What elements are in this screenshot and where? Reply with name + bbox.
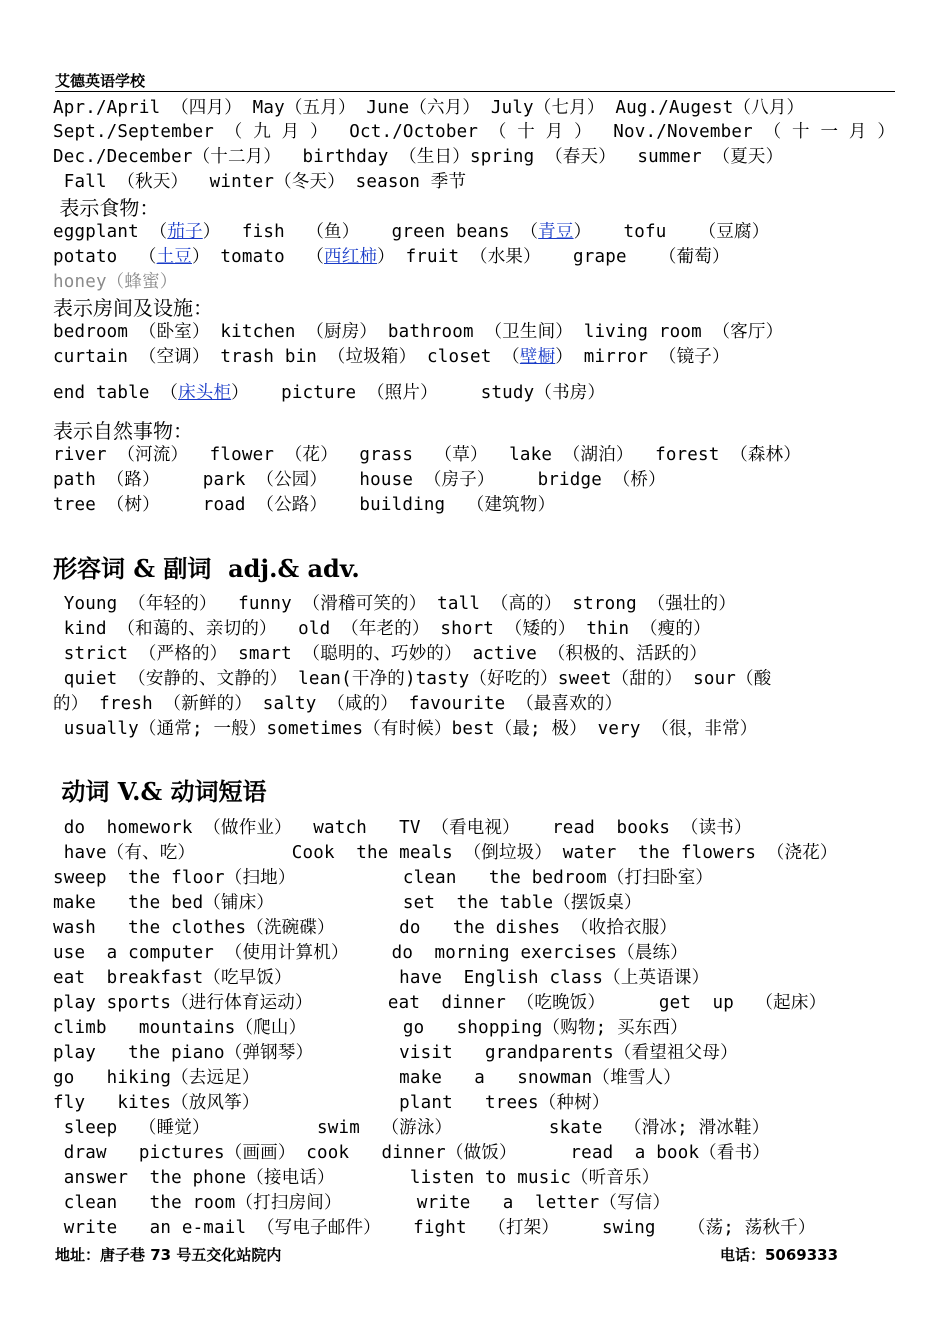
verb-line: climb mountains（爬山） go shopping（购物; 买东西）	[53, 1018, 688, 1038]
verb-line: eat breakfast（吃早饭） have English class（上英语课）	[53, 968, 710, 988]
verb-line: clean the room（打扫房间） write a letter（写信）	[53, 1193, 671, 1213]
months-line-1: Apr./April （四月） May（五月） June（六月） July（七月） Aug./Augest（八月）	[53, 98, 805, 118]
food-text: ） fruit （水果） grape （葡萄）	[377, 247, 730, 267]
months-line-2: Sept./September （ 九 月 ） Oct./October （ 十 月 ） Nov./November （ 十 一 月 ）	[53, 122, 896, 142]
months-line-4: Fall （秋天） winter（冬天） season 季节	[53, 172, 467, 192]
adj-line-1: Young （年轻的） funny （滑稽可笑的） tall （高的） strong （强壮的）	[53, 594, 737, 614]
food-text: ） tomato （	[192, 247, 325, 267]
rooms-text: end table （	[53, 383, 179, 403]
link-eggplant[interactable]: 茄子	[167, 222, 203, 242]
food-line-1	[53, 220, 769, 244]
rooms-text: ） mirror （镜子）	[555, 347, 730, 367]
rooms-text: ） picture （照片） study（书房）	[231, 383, 606, 403]
food-heading: 表示食物：	[53, 196, 160, 220]
food-line-3: honey（蜂蜜）	[53, 272, 178, 292]
link-end-table[interactable]: 床头柜	[178, 383, 232, 403]
adj-line-2: kind （和蔼的、亲切的） old （年老的） short （矮的） thin （瘦的）	[53, 619, 711, 639]
verb-line: play the piano（弹钢琴） visit grandparents（看望祖父母）	[53, 1043, 738, 1063]
months-line-3: Dec./December（十二月） birthday （生日）spring （春天） summer （夏天）	[53, 147, 784, 167]
verb-line: have（有、吃） Cook the meals （倒垃圾） water the flowers （浇花）	[53, 843, 838, 863]
food-text: eggplant （	[53, 222, 168, 242]
verb-line: write an e-mail （写电子邮件） fight （打架） swing （荡; 荡秋千）	[53, 1218, 816, 1238]
verbs-heading: 动词 V.& 动词短语	[53, 777, 267, 806]
verb-line: fly kites（放风筝） plant trees（种树）	[53, 1093, 610, 1113]
verb-line: do homework （做作业） watch TV （看电视） read books （读书）	[53, 818, 752, 838]
food-text: potato （	[53, 247, 157, 267]
verb-line: make the bed（铺床） set the table（摆饭桌）	[53, 893, 642, 913]
footer-address: 地址：唐子巷 73 号五交化站院内	[55, 1246, 282, 1264]
nature-line-1: river （河流） flower （花） grass （草） lake （湖泊） forest （森林）	[53, 445, 802, 465]
verb-line: sweep the floor（扫地） clean the bedroom（打扫卧室）	[53, 868, 714, 888]
rooms-line-1: bedroom （卧室） kitchen （厨房） bathroom （卫生间） living room （客厅）	[53, 322, 784, 342]
verb-line: wash the clothes（洗碗碟） do the dishes （收拾衣服）	[53, 918, 678, 938]
adj-line-4: quiet （安静的、文静的） lean(干净的)tasty（好吃的）sweet（甜的） sour（酸	[53, 669, 772, 689]
verb-line: use a computer （使用计算机） do morning exercises（晨练）	[53, 943, 688, 963]
adj-line-6: usually（通常; 一般）sometimes（有时候）best（最; 极） very （很，非常）	[53, 719, 758, 739]
verb-line: sleep （睡觉） swim （游泳） skate （滑冰; 滑冰鞋）	[53, 1118, 770, 1138]
verb-line: draw pictures（画画） cook dinner（做饭） read a book（看书）	[53, 1143, 770, 1163]
adjectives-heading: 形容词 & 副词 adj.& adv.	[53, 554, 360, 583]
food-line-2	[53, 245, 730, 269]
rooms-line-2	[53, 345, 730, 369]
link-tomato[interactable]: 西红柿	[324, 247, 378, 267]
nature-line-3: tree （树） road （公路） building （建筑物）	[53, 495, 556, 515]
food-text: ） fish （鱼） green beans （	[202, 222, 539, 242]
school-name: 艾德英语学校	[55, 72, 146, 90]
footer-phone: 电话：5069333	[720, 1246, 839, 1264]
rooms-line-3	[53, 381, 605, 405]
adj-line-5: 的） fresh （新鲜的） salty （咸的） favourite （最喜欢的）	[53, 694, 623, 714]
verb-line: play sports（进行体育运动） eat dinner （吃晚饭） get up （起床）	[53, 993, 827, 1013]
link-green-beans[interactable]: 青豆	[538, 222, 574, 242]
adj-line-3: strict （严格的） smart （聪明的、巧妙的） active （积极的、活跃的）	[53, 644, 708, 664]
rooms-heading: 表示房间及设施：	[53, 296, 213, 320]
link-closet[interactable]: 壁橱	[519, 347, 556, 367]
nature-heading: 表示自然事物：	[53, 419, 193, 443]
verb-line: go hiking（去远足） make a snowman（堆雪人）	[53, 1068, 681, 1088]
food-text: ） tofu （豆腐）	[573, 222, 770, 242]
header-rule	[55, 91, 895, 92]
verb-line: answer the phone（接电话） listen to music（听音乐）	[53, 1168, 660, 1188]
link-potato[interactable]: 土豆	[156, 247, 192, 267]
rooms-text: curtain （空调） trash bin （垃圾箱） closet （	[53, 347, 520, 367]
nature-line-2: path （路） park （公园） house （房子） bridge （桥）	[53, 470, 666, 490]
